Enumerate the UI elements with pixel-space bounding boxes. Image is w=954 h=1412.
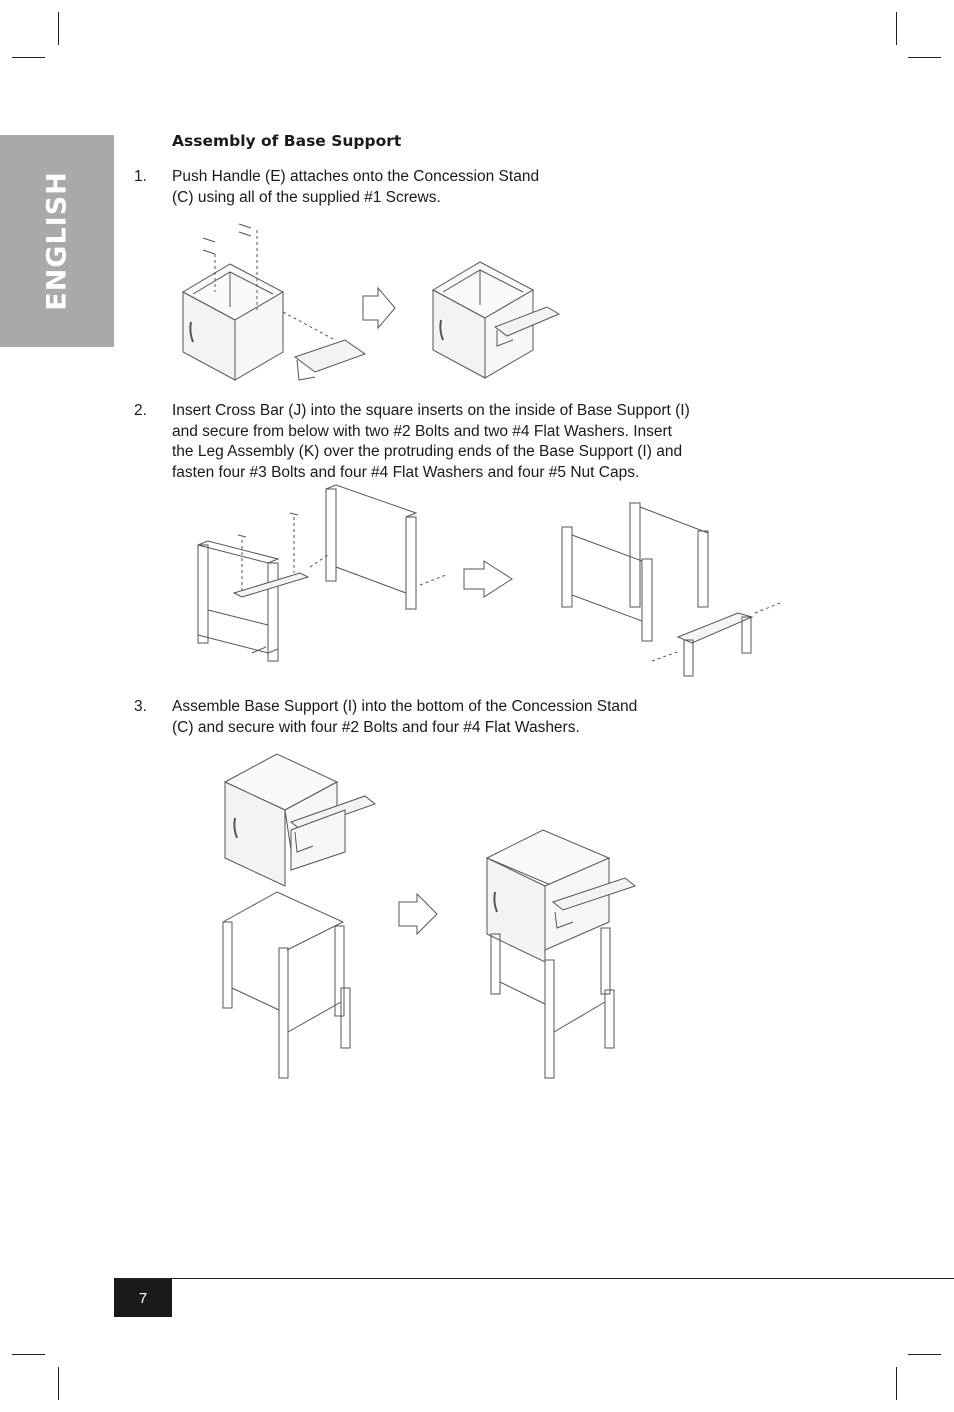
- step-3-diagram: [215, 752, 645, 1087]
- step-text: Assemble Base Support (I) into the bottom of the Concession Stand (C) and secure with four #2 Bolts and four #4 Flat Washers.: [172, 698, 638, 736]
- crop-mark: [908, 1354, 941, 1355]
- language-tab: [0, 135, 114, 347]
- step-2-diagram: [190, 485, 790, 685]
- crop-mark: [896, 12, 897, 45]
- language-tab-label: ENGLISH: [41, 171, 73, 311]
- step-number: 3.: [134, 698, 147, 715]
- step-number: 1.: [134, 168, 147, 185]
- crop-mark: [58, 12, 59, 45]
- crop-mark: [12, 57, 45, 58]
- crop-mark: [896, 1367, 897, 1400]
- crop-mark: [12, 1354, 45, 1355]
- step-text: Insert Cross Bar (J) into the square inserts on the inside of Base Support (I) and secure from below with two #2 Bolts and two #4 Flat Washers. Insert the Leg Assembly (K) over the protruding ends of the Base Support (I) and fasten four #3 Bolts and four #4 Flat Washers and four #5 Nut Caps.: [172, 402, 690, 481]
- step-text: Push Handle (E) attaches onto the Concession Stand (C) using all of the supplied #1 Screws.: [172, 168, 540, 206]
- page-number: 7: [114, 1279, 172, 1317]
- step-1-diagram: [175, 212, 575, 387]
- footer-rule: [114, 1278, 954, 1279]
- crop-mark: [58, 1367, 59, 1400]
- crop-mark: [908, 57, 941, 58]
- section-title: Assembly of Base Support: [172, 132, 402, 150]
- step-number: 2.: [134, 402, 147, 419]
